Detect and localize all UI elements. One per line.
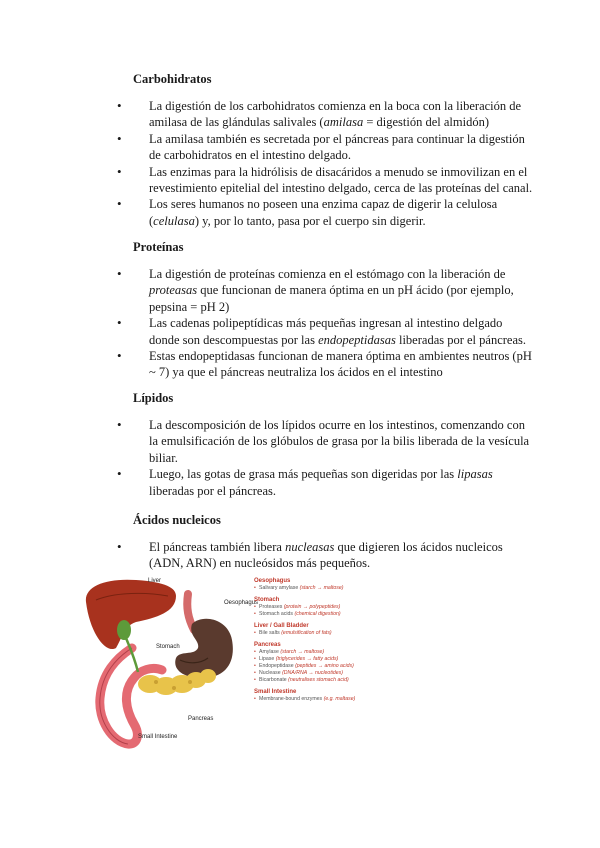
bullet-list bbox=[133, 417, 533, 499]
bullet-item: • Estas endopeptidasas funcionan de manera óptima en ambientes neutros (pH ~ 7) ya que el páncreas neutraliza los ácidos en el intestino bbox=[133, 348, 533, 381]
italic-term: proteasas bbox=[149, 283, 198, 298]
stomach-shape bbox=[175, 619, 233, 678]
label-liver: Liver bbox=[148, 578, 162, 584]
bullet-item: • Los seres humanos no poseen una enzima capaz de digerir la celulosa (celulasa) y, por lo tanto, pasa por el cuerpo sin digerir. bbox=[133, 196, 533, 229]
gall-bladder-shape bbox=[117, 620, 131, 640]
legend-heading: Stomach bbox=[254, 597, 280, 603]
bullet-list bbox=[133, 266, 533, 381]
legend-item: • Bile salts (emulsification of fats) bbox=[254, 630, 394, 637]
bullet-item: • La digestión de los carbohidratos comienza en la boca con la liberación de amilasa de las glándulas salivales (amilasa = digestión del almidón) bbox=[133, 98, 533, 131]
label-pancreas: Pancreas bbox=[188, 716, 214, 722]
italic-term: celulasa bbox=[153, 213, 195, 228]
section-heading: Lípidos bbox=[133, 391, 174, 405]
section-heading: Ácidos nucleicos bbox=[133, 513, 221, 527]
legend-heading: Pancreas bbox=[254, 642, 281, 648]
enzyme-legend bbox=[254, 578, 394, 703]
bullet-item: • Luego, las gotas de grasa más pequeñas son digeridas por las lipasas liberadas por el páncreas. bbox=[133, 466, 533, 499]
legend-item: • Lipase (triglycerides → fatty acids) bbox=[254, 656, 394, 663]
bullet-item: • El páncreas también libera nucleasas que digieren los ácidos nucleicos (ADN, ARN) en nucleósidos más pequeños. bbox=[133, 539, 533, 572]
legend-item: • Membrane-bound enzymes (e.g. maltase) bbox=[254, 696, 394, 703]
legend-item: • Bicarbonate (neutralises stomach acid) bbox=[254, 677, 394, 684]
section-heading: Carbohidratos bbox=[133, 72, 212, 86]
legend-heading: Oesophagus bbox=[254, 578, 291, 584]
legend-heading: Liver / Gall Bladder bbox=[254, 623, 309, 629]
legend-heading: Small Intestine bbox=[254, 689, 297, 695]
label-oesophagus: Oesophagus bbox=[224, 600, 259, 606]
legend-item: • Endopeptidase (peptides → amino acids) bbox=[254, 663, 394, 670]
label-stomach: Stomach bbox=[156, 644, 180, 650]
bullet-item: • La amilasa también es secretada por el páncreas para continuar la digestión de carbohidratos en el intestino delgado. bbox=[133, 131, 533, 164]
legend-item: • Amylase (starch → maltose) bbox=[254, 649, 394, 656]
legend-item: • Nuclease (DNA/RNA → nucleotides) bbox=[254, 670, 394, 677]
section-lipidos bbox=[133, 390, 533, 499]
section-acidos-nucleicos bbox=[133, 512, 533, 572]
legend-item: • Stomach acids (chemical digestion) bbox=[254, 611, 394, 618]
italic-term: nucleasas bbox=[285, 540, 335, 554]
italic-term: lipasas bbox=[457, 467, 493, 482]
legend-item: • Proteases (protein → polypeptides) bbox=[254, 604, 394, 611]
section-heading: Proteínas bbox=[133, 240, 184, 254]
legend-item: • Salivary amylase (starch → maltose) bbox=[254, 585, 394, 592]
label-small-intestine: Small Intestine bbox=[138, 734, 178, 740]
section-proteinas bbox=[133, 239, 533, 381]
liver-shape bbox=[86, 580, 176, 649]
small-intestine-shape bbox=[100, 648, 162, 744]
bullet-item: • Las cadenas polipeptídicas más pequeñas ingresan al intestino delgado donde son descompuestas por las endopeptidasas liberadas por el páncreas. bbox=[133, 315, 533, 348]
bullet-list bbox=[133, 539, 533, 572]
bullet-item: • Las enzimas para la hidrólisis de disacáridos a menudo se inmovilizan en el revestimiento epitelial del intestino delgado, cerca de las proteínas del canal. bbox=[133, 164, 533, 197]
italic-term: endopeptidasas bbox=[318, 332, 396, 347]
section-carbohidratos bbox=[133, 71, 533, 229]
italic-term: amilasa bbox=[323, 115, 364, 130]
bullet-item: • La descomposición de los lípidos ocurre en los intestinos, comenzando con la emulsificación de los glóbulos de grasa por la bilis liberada de la vesícula biliar. bbox=[133, 417, 533, 466]
bullet-list bbox=[133, 98, 533, 229]
bullet-item: • La digestión de proteínas comienza en el estómago con la liberación de proteasas que funcionan de manera óptima en un pH ácido (por ejemplo, pepsina = pH 2) bbox=[133, 266, 533, 315]
